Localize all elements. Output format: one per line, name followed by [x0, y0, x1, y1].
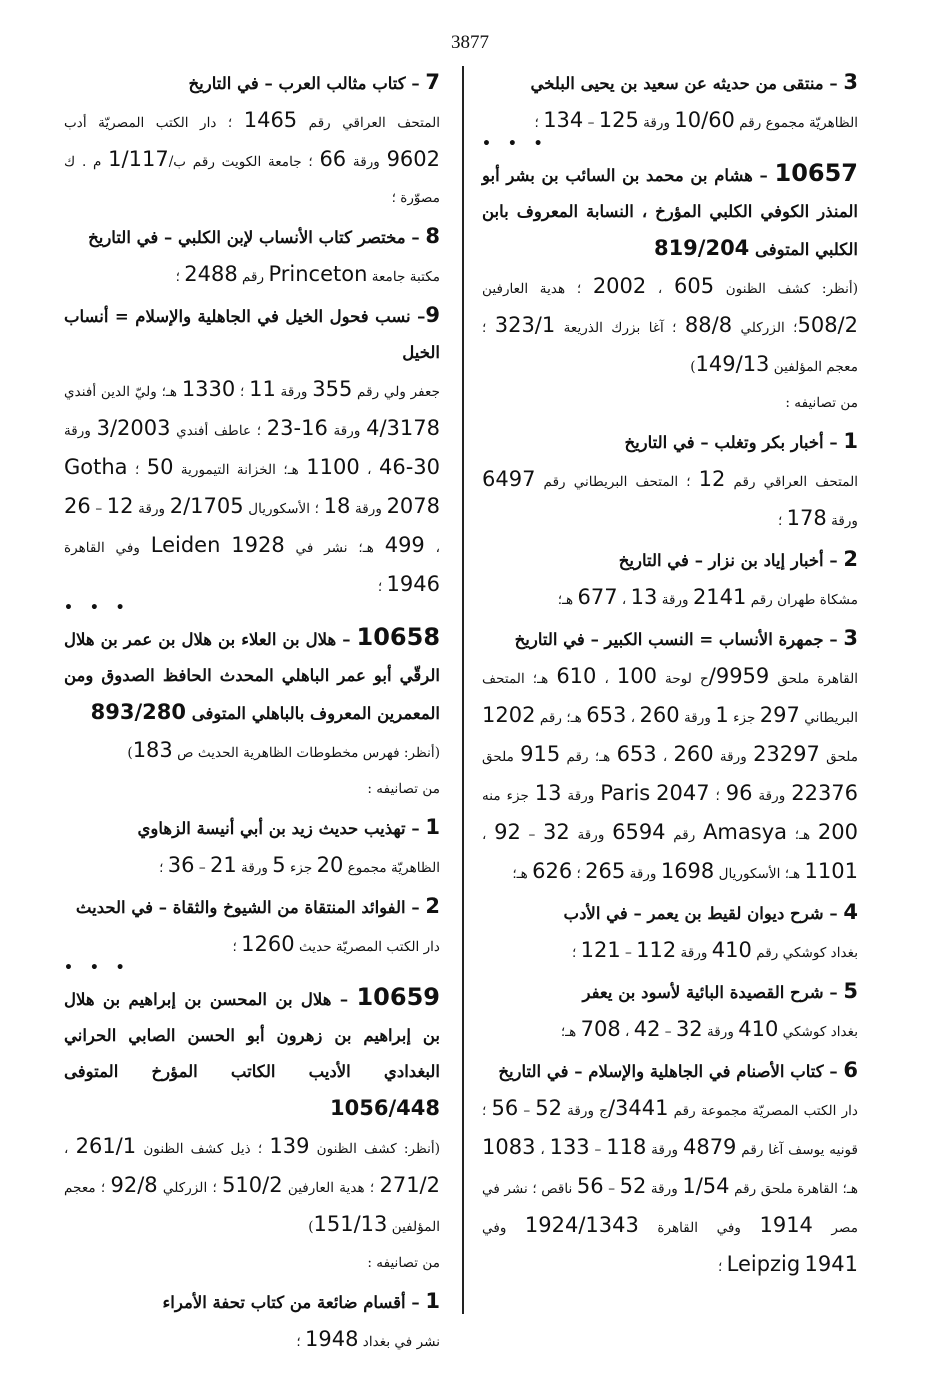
work-item: [482, 1052, 858, 1285]
work-title: 2 – أخبار إياد بن نزار – في التاريخ: [618, 547, 858, 571]
work-title: 5 – شرح القصيدة البائية لأسود بن يعفر: [582, 979, 858, 1003]
work-title: 1 – تهذيب حديث زيد بن أبي أنيسة الزهاوي: [137, 815, 440, 839]
left-column: [64, 64, 440, 1362]
separator-dots: • • •: [482, 136, 549, 152]
work-item: [482, 423, 858, 539]
separator-dots: • • •: [64, 600, 131, 616]
work-manuscripts: القاهرة ملحق 9959/ح لوحة 100 ، 610 هـ؛ المتحف البريطاني 297 جزء 1 ورقة 260 ، 653 هـ؛ رقم 1202 ملحق 23297 ورقة 260 ، 653 هـ؛ رقم 915 ملحق 22376 ورقة 96 ؛ Paris 2047 ورقة 13 جزء منه 200 هـ؛ Amasya رقم 6594 ورقة 32 – 92 ، 1101 هـ؛ الأسكوريال 1698 ورقة 265 ؛ 626 هـ؛: [482, 664, 859, 883]
entry-heading: [64, 619, 440, 732]
work-manuscripts: بغداد كوشكي رقم 410 ورقة 112 – 121 ؛: [571, 938, 858, 962]
works-label: من تصانيفه :: [367, 781, 440, 797]
work-manuscripts: المتحف العراقي رقم 12 ؛ المتحف البريطاني رقم 6497 ورقة 178 ؛: [482, 467, 858, 530]
entry-references: (أنظر: فهرس مخطوطات الظاهرية الحديث ص 183): [127, 738, 440, 762]
work-title: 6 – كتاب الأصنام في الجاهلية والإسلام – في التاريخ: [498, 1058, 858, 1082]
work-title: 8 – مختصر كتاب الأنساب لإبن الكلبي – في التاريخ: [88, 224, 440, 248]
work-item: [64, 888, 440, 965]
biography-entry: [64, 619, 440, 807]
work-manuscripts: الظاهريّة مجموع رقم 10/60 ورقة 125 – 134 ؛: [534, 108, 858, 132]
work-item: [64, 64, 440, 216]
work-title: 4 – شرح ديوان لقيط بن يعمر – في الأدب: [563, 900, 858, 924]
work-manuscripts: دار الكتب المصريّة حديث 1260 ؛: [232, 932, 440, 956]
work-item: [482, 64, 858, 141]
entry-title: – هشام بن محمد بن السائب بن بشر أبو المنذر الكوفي الكلبي المؤرخ ، النسابة المعروف بابن الكلبي المتوفى 819/204: [482, 166, 858, 260]
entry-references: (أنظر: كشف الظنون 605 ، 2002 ؛ هدية العارفين 508/2؛ الزركلي 88/8 ؛ آغا بزرك الذريعة 323/1 ؛ معجم المؤلفين 149/13): [482, 274, 859, 376]
work-item: [64, 809, 440, 886]
entry-title: – هلال بن العلاء بن هلال بن عمر بن هلال الرقّي أبو عمر الباهلي المحدث الحافظ الصدوق ومن المعمرين المعروف بالباهلي المتوفى 893/280: [64, 630, 440, 724]
work-title: 9– نسب فحول الخيل في الجاهلية والإسلام = أنساب الخيل: [64, 303, 440, 362]
works-label: من تصانيفه :: [367, 1255, 440, 1271]
work-item: [482, 973, 858, 1050]
work-manuscripts: الظاهريّة مجموع 20 جزء 5 ورقة 21 – 36 ؛: [159, 853, 440, 877]
entry-title: – هلال بن المحسن بن إبراهيم بن هلال بن إبراهيم بن زهرون أبو الحسن الصابي الحراني البغدادي الأديب الكاتب المؤرخ المتوفى 1056/448: [64, 990, 440, 1120]
work-title: 2 – الفوائد المنتقاة من الشيوخ والثقاة – في الحديث: [75, 894, 440, 918]
work-manuscripts: المتحف العراقي رقم 1465 ؛ دار الكتب المصريّة أدب 9602 ورقة 66 ؛ جامعة الكويت رقم ب/1/117 م . ك مصوّرة ؛: [64, 108, 441, 206]
work-title: 7 – كتاب مثالب العرب – في التاريخ: [188, 70, 440, 94]
entry-references: (أنظر: كشف الظنون 139 ؛ ذيل كشف الظنون 261/1 ، 271/2 ؛ هدية العارفين 510/2 ؛ الزركلي 92/8 ؛ معجم المؤلفين 151/13): [64, 1134, 441, 1236]
separator-dots: • • •: [64, 960, 131, 976]
work-title: 1 – أقسام ضائعة من كتاب تحفة الأمراء: [162, 1289, 440, 1313]
column-divider: [462, 66, 464, 1314]
entry-number: 10657: [774, 159, 858, 187]
work-manuscripts: بغداد كوشكي 410 ورقة 32 – 42 ، 708 هـ؛: [560, 1017, 858, 1041]
biography-entry: [64, 979, 440, 1281]
work-item: [64, 1283, 440, 1360]
entry-number: 10658: [356, 623, 441, 651]
work-item: [482, 894, 858, 971]
work-manuscripts: جعفر ولي رقم 355 ورقة 11 ؛ 1330 هـ؛ وليّ الدين أفندي 4/3178 ورقة 16-23 ؛ عاطف أفندي 3/2003 ورقة 30-46 ، 1100 هـ؛ الخزانة التيمورية 50 ؛ Gotha 2078 ورقة 18 ؛ الأسكوريال 2/1705 ورقة 12 – 26 ، 499 هـ؛ نشر في Leiden 1928 وفي القاهرة 1946 ؛: [64, 377, 441, 596]
works-label: من تصانيفه :: [785, 395, 858, 411]
work-title: 1 – أخبار بكر وتغلب – في التاريخ: [624, 429, 858, 453]
work-item: [482, 620, 858, 892]
work-manuscripts: دار الكتب المصريّة مجموعة رقم 3441/ج ورقة 52 – 56 ؛ قونيه يوسف آغا رقم 4879 ورقة 118 – 133 ، 1083 هـ؛ القاهرة ملحق رقم 1/54 ورقة 52 – 56 ناقص ؛ نشر في مصر 1914 وفي القاهرة 1924/1343 وفي Leipzig 1941 ؛: [482, 1096, 858, 1276]
entry-heading: [482, 155, 858, 268]
work-manuscripts: مشكاة طهران رقم 2141 ورقة 13 ، 677 هـ؛: [557, 585, 858, 609]
biography-entry: [482, 155, 858, 421]
work-title: 3 – منتقى من حديثه عن سعيد بن يحيى البلخي: [530, 70, 858, 94]
work-item: [64, 297, 440, 605]
work-item: [482, 541, 858, 618]
work-title: 3 – جمهرة الأنساب = النسب الكبير – في التاريخ: [514, 626, 858, 650]
work-manuscripts: مكتبة جامعة Princeton رقم 2488 ؛: [175, 262, 440, 286]
work-item: [64, 218, 440, 295]
entry-heading: [64, 979, 440, 1128]
page-number: 3877: [451, 32, 489, 53]
work-manuscripts: نشر في بغداد 1948 ؛: [296, 1327, 440, 1351]
entry-number: 10659: [356, 983, 440, 1011]
right-column: [482, 64, 858, 1287]
